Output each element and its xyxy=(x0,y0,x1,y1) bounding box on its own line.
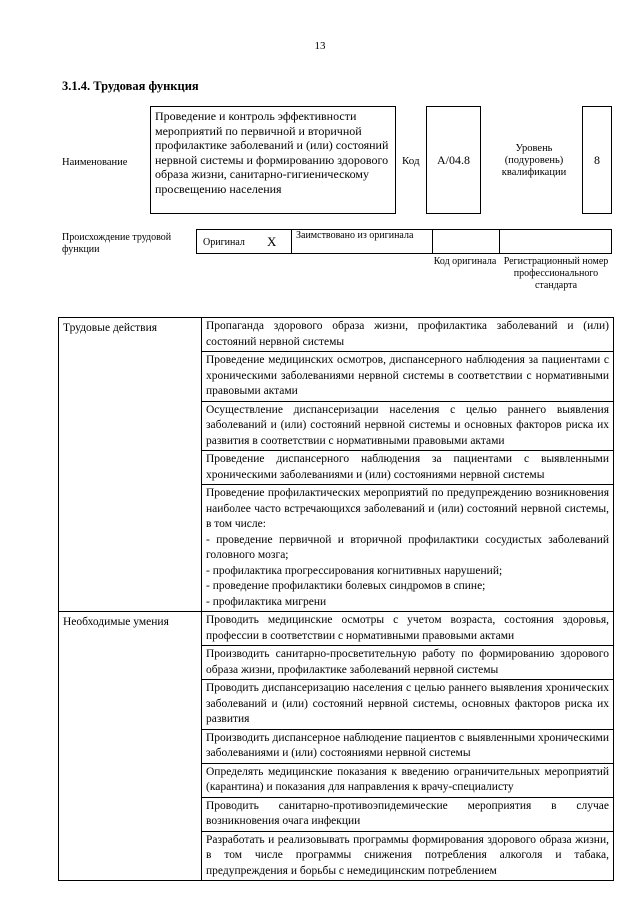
item-line: Определять медицинские показания к введению ограничительных мероприятий (карантина) и показания для направления к врачу-специалисту xyxy=(206,765,609,793)
section-item xyxy=(202,318,614,352)
section-item xyxy=(202,401,614,451)
section-item xyxy=(202,485,614,612)
item-line: Проводить диспансеризацию населения с целью раннего выявления хронических заболеваний и (или) состояний нервной системы, основных факторов риска их развития xyxy=(206,682,609,725)
item-line: Проведение медицинских осмотров, диспансерного наблюдения за пациентами с хроническими заболеваниями нервной системы в соответствии с нормативными правовыми актами xyxy=(206,354,609,397)
item-line: Проведение профилактических мероприятий по предупреждению возникновения наиболее часто встречающихся заболеваний и (или) состояний нервной системы, в том числе: xyxy=(206,487,609,530)
item-line: - проведение первичной и вторичной профилактики сосудистых заболеваний головного мозга; xyxy=(206,533,609,561)
code-value: А/04.8 xyxy=(437,152,470,167)
item-line: - профилактика мигрени xyxy=(206,595,327,608)
table-row xyxy=(59,318,614,352)
level-label: Уровень (подуровень) квалификации xyxy=(501,143,567,178)
name-label: Наименование xyxy=(62,157,128,168)
item-line: - проведение профилактики болевых синдромов в спине; xyxy=(206,580,486,592)
section-item xyxy=(202,612,614,646)
item-line: Производить санитарно-просветительную работу по формированию здорового образа жизни, профилактике заболеваний нервной системы xyxy=(206,648,609,676)
section-item xyxy=(202,763,614,797)
function-name-box: Проведение и контроль эффективности мероприятий по первичной и вторичной профилактике заболеваний и (или) состояний нервной системы и формированию здорового образа жизни, санитарно-гигиеническому просвещению населения xyxy=(150,106,396,214)
section-item xyxy=(202,680,614,730)
item-line: Производить диспансерное наблюдение пациентов с выявленными хроническими заболеваниями и (или) состояниями нервной системы xyxy=(206,731,609,759)
table-row xyxy=(59,612,614,646)
code-original-caption: Код оригинала xyxy=(433,256,497,267)
original-mark: X xyxy=(267,234,277,249)
section-item xyxy=(202,797,614,831)
level-value-box xyxy=(582,106,612,214)
section-item xyxy=(202,451,614,485)
item-line: Пропаганда здорового образа жизни, профилактика заболеваний и (или) состояний нервной системы xyxy=(206,320,609,348)
code-label: Код xyxy=(402,155,420,167)
registration-number-caption: Регистрационный номер профессионального стандарта xyxy=(503,256,609,291)
origin-label: Происхождение трудовой функции xyxy=(62,232,172,255)
item-line: Проводить медицинские осмотры с учетом возраста, состояния здоровья, профессии в соответствии с нормативными правовыми актами xyxy=(206,614,609,642)
section-label: Необходимые умения xyxy=(59,612,202,881)
item-line: Осуществление диспансеризации населения с целью раннего выявления заболеваний и (или) состояний нервной системы и основных факторов риска их развития в соответствии с нормативными правовыми актами xyxy=(206,403,609,447)
item-line: Разработать и реализовывать программы формирования здорового образа жизни, в том числе программы снижения потребления алкоголя и табака, предупреждения и борьбы с немедицинским потреблением xyxy=(206,833,609,877)
function-details-table xyxy=(58,317,614,881)
page-number: 13 xyxy=(314,40,326,52)
section-item xyxy=(202,352,614,402)
section-item xyxy=(202,729,614,763)
borrowed-label: Заимствовано из оригинала xyxy=(296,230,414,241)
section-label: Трудовые действия xyxy=(59,318,202,612)
item-line: Проведение диспансерного наблюдения за пациентами с выявленными хроническими заболеваниями и (или) состояниями нервной системы xyxy=(206,453,609,481)
item-line: Проводить санитарно-противоэпидемические мероприятия в случае возникновения очага инфекции xyxy=(206,799,609,827)
item-line: - профилактика прогрессирования когнитивных нарушений; xyxy=(206,564,503,577)
level-value: 8 xyxy=(594,152,600,167)
section-item xyxy=(202,646,614,680)
code-value-box xyxy=(426,106,481,214)
origin-row xyxy=(196,229,612,254)
original-label: Оригинал xyxy=(203,237,245,248)
section-item xyxy=(202,831,614,881)
section-title: 3.1.4. Трудовая функция xyxy=(62,79,199,93)
